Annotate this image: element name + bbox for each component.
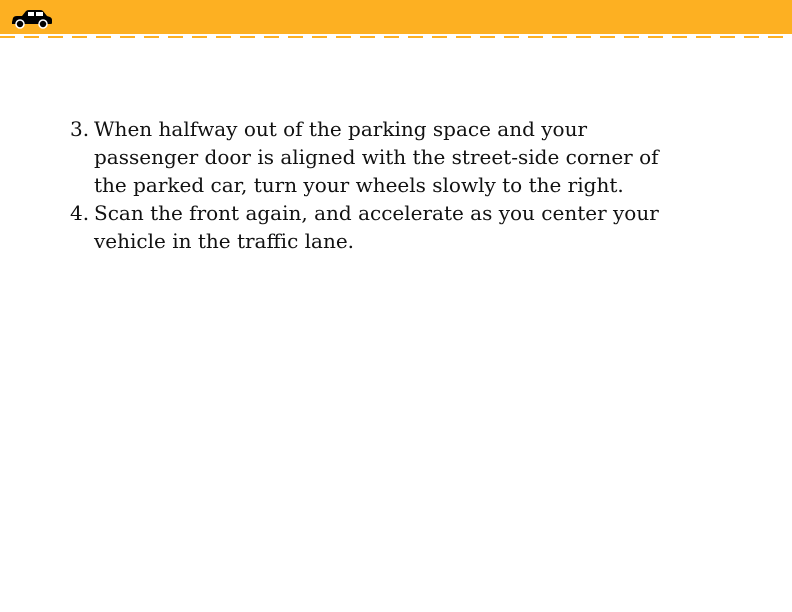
header-band-dashed-edge xyxy=(0,34,792,38)
steps-list xyxy=(70,115,670,255)
step-item xyxy=(70,115,670,199)
header-band xyxy=(0,0,792,40)
header-band-fill xyxy=(0,0,792,34)
step-number: 3. xyxy=(70,117,90,141)
step-text: Scan the front again, and accelerate as you center your vehicle in the traffic lane. xyxy=(94,201,659,253)
step-number: 4. xyxy=(70,201,90,225)
step-text: When halfway out of the parking space and your passenger door is aligned with the street-side corner of the parked car, turn your wheels slowly to the right. xyxy=(94,117,659,197)
step-item xyxy=(70,199,670,255)
car-icon xyxy=(10,8,54,30)
